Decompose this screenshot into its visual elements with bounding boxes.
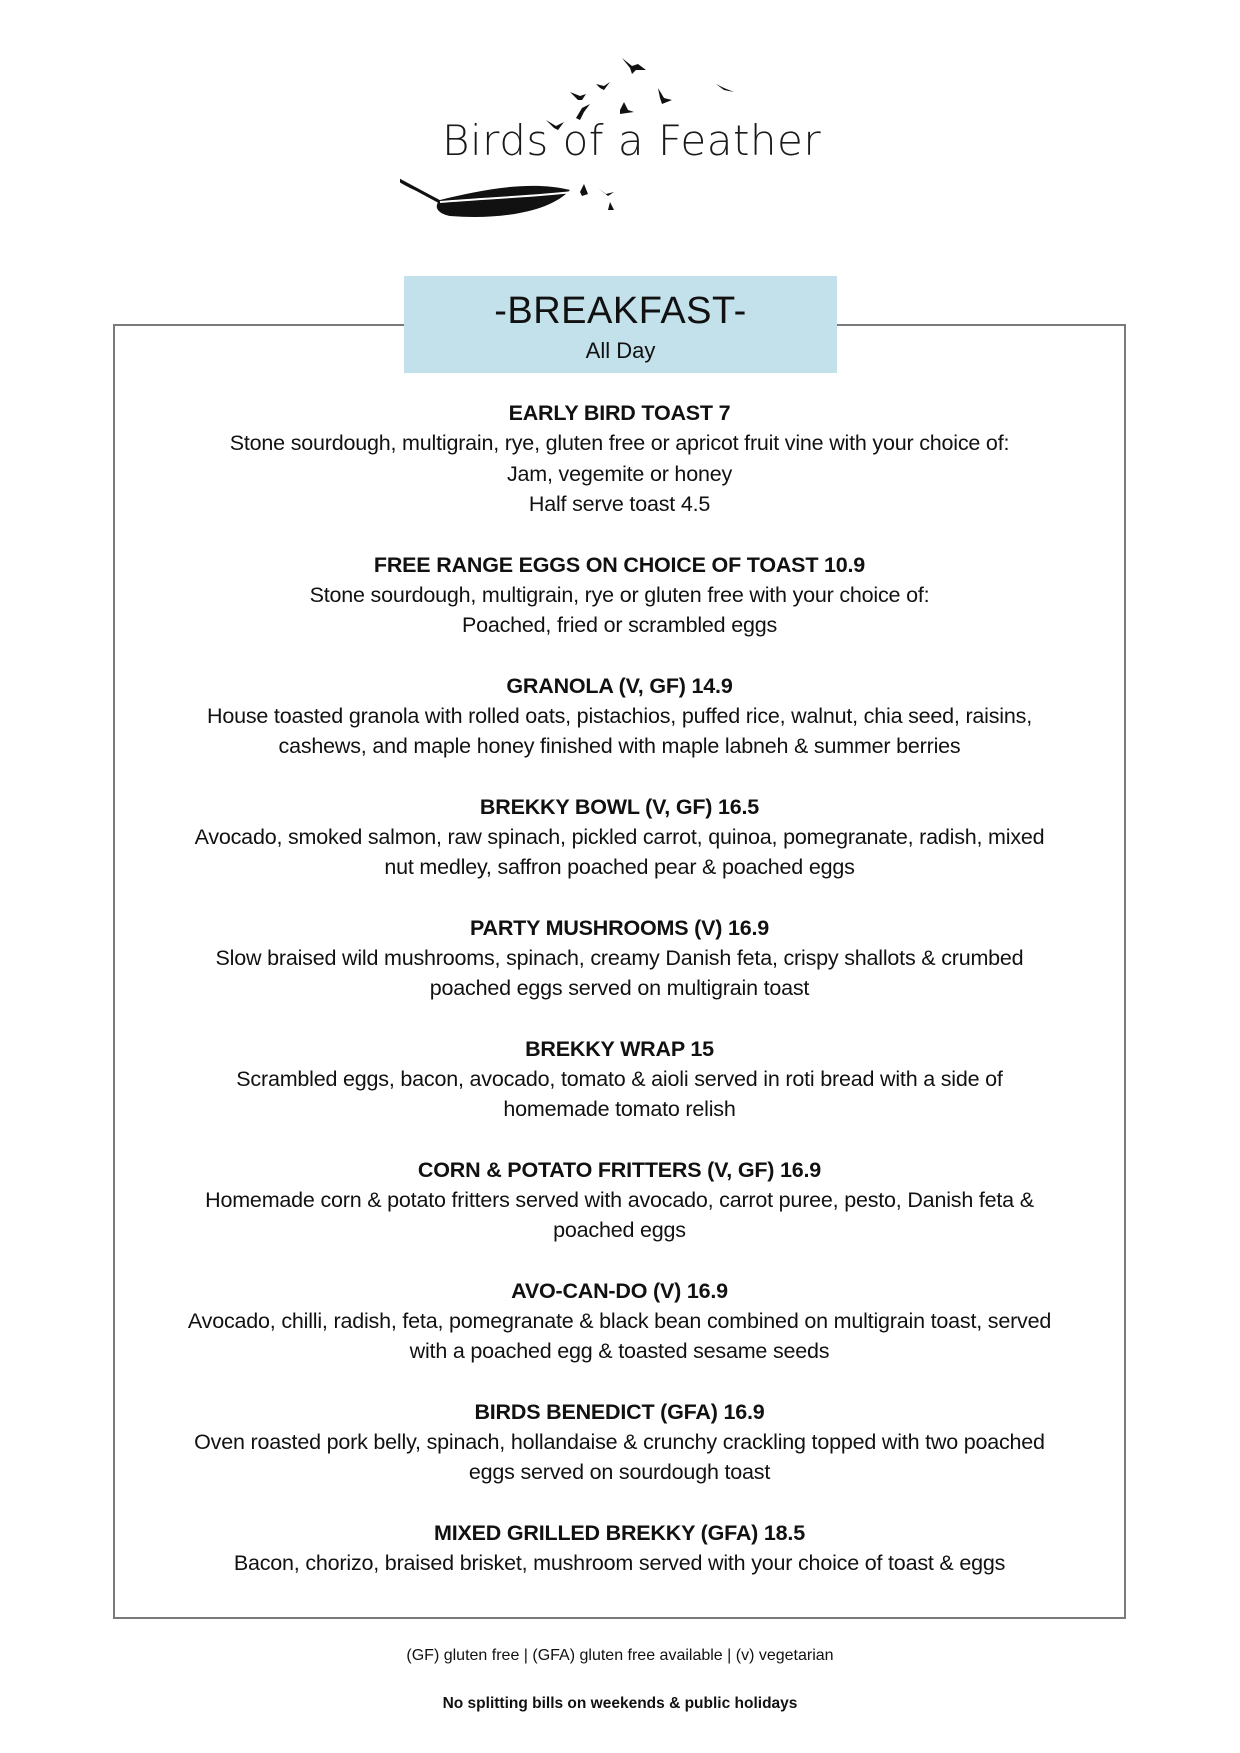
menu-item	[113, 1034, 1126, 1125]
item-desc-line: Stone sourdough, multigrain, rye or gluten free with your choice of:	[309, 582, 930, 607]
item-name: MIXED GRILLED BREKKY (GFA) 18.5	[434, 1520, 805, 1545]
item-desc-line: with a poached egg & toasted sesame seeds	[409, 1339, 830, 1363]
item-desc-line: Stone sourdough, multigrain, rye, gluten free or apricot fruit vine with your choice of:	[229, 431, 1010, 455]
item-name: AVO-CAN-DO (V) 16.9	[511, 1278, 728, 1303]
item-desc-line: Homemade corn & potato fritters served with avocado, carrot puree, pesto, Danish feta &	[205, 1187, 1034, 1212]
menu-item	[113, 1155, 1126, 1246]
item-desc-line: eggs served on sourdough toast	[468, 1460, 771, 1484]
menu-item	[113, 550, 1126, 641]
brand-name: Birds of a Feather	[442, 116, 822, 165]
brand-logo	[400, 40, 860, 240]
item-desc-line: Slow braised wild mushrooms, spinach, creamy Danish feta, crispy shallots & crumbed	[215, 945, 1024, 970]
menu-item	[113, 671, 1126, 762]
section-subtitle: All Day	[585, 338, 656, 363]
item-desc-line: nut medley, saffron poached pear & poached eggs	[384, 855, 855, 879]
item-desc-line: cashews, and maple honey finished with maple labneh & summer berries	[278, 734, 961, 758]
item-desc-line: Scrambled eggs, bacon, avocado, tomato & aioli served in roti bread with a side of	[236, 1066, 1003, 1091]
item-desc-line: poached eggs served on multigrain toast	[429, 976, 810, 1000]
billing-notice: No splitting bills on weekends & public holidays	[442, 1695, 798, 1712]
item-name: CORN & POTATO FRITTERS (V, GF) 16.9	[417, 1157, 822, 1182]
item-name: EARLY BIRD TOAST 7	[508, 401, 731, 425]
item-desc-line: Poached, fried or scrambled eggs	[461, 613, 778, 637]
item-name: BREKKY WRAP 15	[525, 1036, 714, 1061]
menu-item	[113, 792, 1126, 883]
menu-item	[113, 1518, 1126, 1579]
menu-item	[113, 913, 1126, 1004]
dietary-legend: (GF) gluten free | (GFA) gluten free available | (v) vegetarian	[406, 1647, 834, 1664]
section-title: -BREAKFAST-	[494, 290, 747, 332]
feather-icon	[400, 174, 572, 217]
menu-item	[113, 1397, 1126, 1488]
item-name: GRANOLA (V, GF) 14.9	[506, 673, 733, 698]
item-desc-line: poached eggs	[553, 1218, 686, 1242]
menu-items	[113, 398, 1126, 1608]
item-name: BREKKY BOWL (V, GF) 16.5	[479, 794, 760, 819]
item-desc-line: Oven roasted pork belly, spinach, hollandaise & crunchy crackling topped with two poached	[194, 1429, 1045, 1454]
menu-item	[113, 1276, 1126, 1367]
item-name: BIRDS BENEDICT (GFA) 16.9	[474, 1399, 765, 1424]
item-desc-line: Avocado, chilli, radish, feta, pomegranate & black bean combined on multigrain toast, served	[187, 1308, 1052, 1333]
item-desc-line: Avocado, smoked salmon, raw spinach, pickled carrot, quinoa, pomegranate, radish, mixed	[194, 824, 1045, 849]
item-name: FREE RANGE EGGS ON CHOICE OF TOAST 10.9	[373, 552, 866, 577]
item-name: PARTY MUSHROOMS (V) 16.9	[469, 915, 770, 940]
item-desc-line: homemade tomato relish	[503, 1097, 736, 1121]
item-desc-line: Bacon, chorizo, braised brisket, mushroom served with your choice of toast & eggs	[233, 1550, 1006, 1575]
item-desc-line: House toasted granola with rolled oats, pistachios, puffed rice, walnut, chia seed, raisins,	[207, 703, 1032, 728]
section-header	[404, 276, 837, 373]
item-desc-line: Jam, vegemite or honey	[506, 461, 733, 486]
menu-item	[113, 398, 1126, 520]
item-desc-line: Half serve toast 4.5	[528, 492, 711, 516]
